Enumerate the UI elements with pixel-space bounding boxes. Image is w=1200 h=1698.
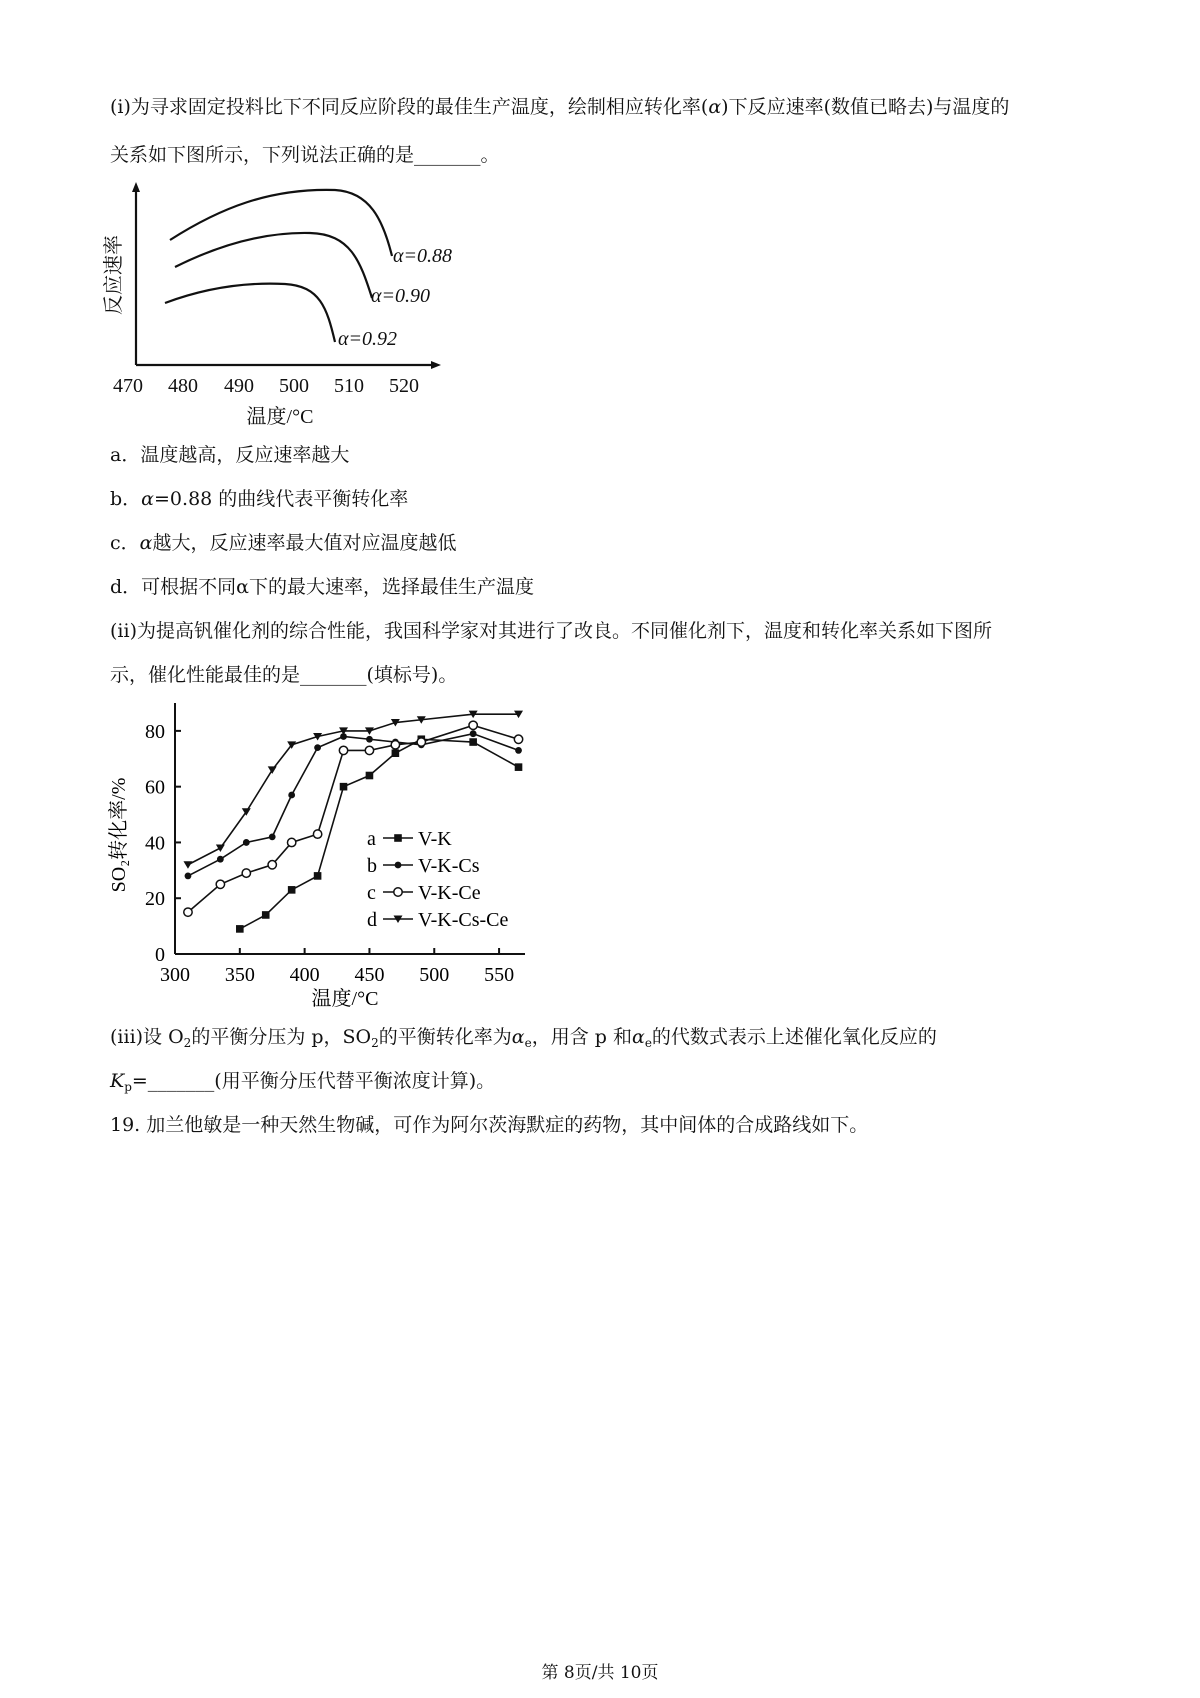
- data-point-d: [183, 861, 192, 869]
- chart2-xtick-label: 450: [354, 964, 385, 986]
- fig1-xtick: 480: [168, 375, 198, 397]
- data-point-c: [216, 880, 224, 888]
- data-point-b: [185, 873, 192, 880]
- part-i-line2: 关系如下图所示，下列说法正确的是_______。: [110, 144, 500, 166]
- fig1-xtick: 490: [224, 375, 254, 397]
- chart2-ytick-label: 40: [145, 832, 165, 855]
- data-point-d: [216, 845, 225, 853]
- data-point-a: [340, 783, 348, 791]
- legend-marker-a: [394, 834, 402, 842]
- data-point-b: [314, 744, 321, 751]
- fig1-xtick: 520: [389, 375, 419, 397]
- data-point-c: [417, 738, 425, 746]
- data-point-b: [515, 747, 522, 754]
- data-point-c: [268, 861, 276, 869]
- data-point-c: [313, 830, 321, 838]
- fig1-xtick: 500: [279, 375, 309, 397]
- data-point-b: [366, 736, 373, 743]
- legend-name-d: V-K-Cs-Ce: [418, 909, 509, 931]
- option-d: d．可根据不同α下的最大速率，选择最佳生产温度: [110, 576, 535, 598]
- legend-letter-b: b: [367, 855, 377, 877]
- part-iii-line1: (iii)设 $O_2$的平衡分压为 p，$SO_2$的平衡转化率为$\alpha_e$，用含 p 和$\alpha_e$的代数式表示上述催化氧化反应的: [110, 1026, 937, 1050]
- data-point-b: [217, 856, 224, 863]
- fig1-xtick: 470: [113, 375, 143, 397]
- fig1-xlabel: 温度/°C: [246, 406, 314, 428]
- data-point-c: [287, 838, 295, 846]
- fig1-xtick: 510: [334, 375, 364, 397]
- data-point-c: [184, 908, 192, 916]
- data-point-b: [269, 833, 276, 840]
- legend-letter-a: a: [367, 828, 376, 850]
- chart2-xlabel: 温度/°C: [311, 988, 379, 1010]
- data-point-a: [515, 763, 523, 771]
- data-point-c: [391, 741, 399, 749]
- chart2-xtick-label: 300: [160, 964, 190, 986]
- data-point-c: [514, 735, 522, 743]
- data-point-c: [365, 746, 373, 754]
- part-iii-line2: $K_p=\_\_\_\_\_\_\_$(用平衡分压代替平衡浓度计算)。: [110, 1070, 496, 1094]
- data-point-d: [268, 766, 277, 774]
- data-point-a: [314, 872, 322, 880]
- data-point-a: [392, 749, 400, 757]
- legend-name-c: V-K-Ce: [418, 882, 481, 904]
- legend-letter-c: c: [367, 882, 376, 904]
- chart2-xtick-label: 350: [224, 964, 255, 986]
- data-point-a: [366, 772, 374, 780]
- chart2-xtick-label: 500: [419, 964, 450, 986]
- data-point-c: [242, 869, 250, 877]
- chart2-xtick-label: 400: [289, 964, 320, 986]
- part-ii-line2: 示，催化性能最佳的是_______(填标号)。: [110, 664, 458, 686]
- data-point-a: [262, 911, 270, 919]
- data-point-a: [469, 738, 477, 746]
- data-point-c: [339, 746, 347, 754]
- chart2-ytick-label: 0: [155, 944, 165, 966]
- curve-label-088: α=0.88: [393, 245, 452, 267]
- chart2-ytick-label: 60: [145, 776, 165, 799]
- data-point-d: [242, 808, 251, 816]
- part-ii-line1: (ii)为提高钒催化剂的综合性能，我国科学家对其进行了改良。不同催化剂下，温度和转化率关系如下图所: [110, 620, 992, 642]
- chart2-ylabel: SO₂转化率/%: [108, 777, 130, 893]
- fig1-ylabel: 反应速率: [103, 235, 125, 315]
- part-i-line1: (i)为寻求固定投料比下不同反应阶段的最佳生产温度，绘制相应转化率(α)下反应速率(数值已略去)与温度的: [110, 96, 1010, 118]
- chart2-ytick-label: 20: [145, 888, 165, 911]
- data-point-b: [243, 839, 250, 846]
- page-footer: 第 8页/共 10页: [541, 1663, 659, 1683]
- curve-label-090: α=0.90: [371, 285, 430, 307]
- option-b: b．α=0.88 的曲线代表平衡转化率: [110, 488, 409, 510]
- legend-marker-b: [395, 862, 402, 869]
- data-point-b: [470, 730, 477, 737]
- legend-name-a: V-K: [418, 828, 452, 850]
- chart2-xtick-label: 550: [484, 964, 515, 986]
- option-a: a．温度越高，反应速率越大: [110, 444, 350, 466]
- chart2-ytick-label: 80: [145, 720, 165, 743]
- legend-letter-d: d: [367, 909, 377, 931]
- figure-so2-conversion-chart: [95, 695, 545, 1020]
- figure-rate-vs-temperature: [95, 180, 495, 435]
- legend-name-b: V-K-Cs: [418, 855, 480, 877]
- data-point-c: [469, 721, 477, 729]
- data-point-b: [288, 792, 295, 799]
- curve-label-092: α=0.92: [338, 328, 397, 350]
- data-point-a: [288, 886, 296, 894]
- option-c: c．α越大，反应速率最大值对应温度越低: [110, 532, 457, 554]
- question-19: 19. 加兰他敏是一种天然生物碱，可作为阿尔茨海默症的药物，其中间体的合成路线如下。: [110, 1114, 869, 1136]
- legend-marker-c: [394, 888, 402, 896]
- data-point-a: [236, 925, 244, 933]
